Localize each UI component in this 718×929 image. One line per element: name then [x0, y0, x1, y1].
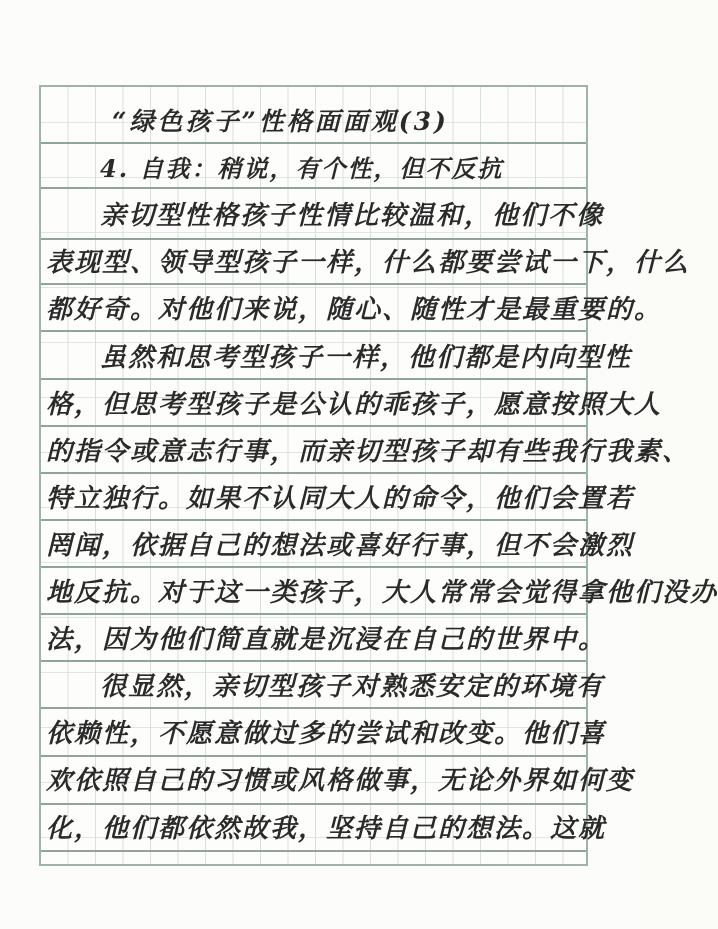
text-line: 特立独行。如果不认同大人的命令，他们会置若 [46, 484, 635, 514]
text-line: 虽然和思考型孩子一样，他们都是内向型性 [100, 343, 633, 373]
text-line: 亲切型性格孩子性情比较温和，他们不像 [100, 201, 605, 231]
ruled-line [41, 283, 586, 285]
text-line: 表现型、领导型孩子一样，什么都要尝试一下，什么 [46, 248, 691, 278]
ruled-line [41, 803, 586, 805]
ruled-line [41, 378, 586, 380]
ruled-line [41, 238, 586, 240]
ruled-line [41, 755, 586, 757]
section-heading: 4. 自我：稍说，有个性，但不反抗 [100, 154, 504, 183]
text-line: 欢依照自己的习惯或风格做事，无论外界如何变 [46, 766, 635, 796]
text-line: 法，因为他们简直就是沉浸在自己的世界中。 [46, 625, 607, 655]
text-line: 的指令或意志行事，而亲切型孩子却有些我行我素、 [46, 437, 691, 467]
ruled-line [41, 850, 586, 852]
text-line: 化，他们都依然故我，坚持自己的想法。这就 [46, 814, 607, 844]
text-line: 都好奇。对他们来说，随心、随性才是最重要的。 [46, 295, 663, 325]
ruled-line [41, 142, 586, 144]
text-line: 罔闻，依据自己的想法或喜好行事，但不会激烈 [46, 531, 635, 561]
text-line: 格，但思考型孩子是公认的乖孩子，愿意按照大人 [46, 390, 663, 420]
ruled-line [41, 330, 586, 332]
text-line: 地反抗。对于这一类孩子，大人常常会觉得拿他们没办 [46, 578, 718, 608]
ruled-line [41, 472, 586, 474]
ruled-line [41, 566, 586, 568]
ruled-line [41, 519, 586, 521]
ruled-line [41, 707, 586, 709]
ruled-line [41, 660, 586, 662]
ruled-line [41, 613, 586, 615]
page-title: “绿色孩子”性格面面观(3) [112, 107, 449, 136]
text-line: 很显然，亲切型孩子对熟悉安定的环境有 [100, 672, 605, 702]
text-line: 依赖性，不愿意做过多的尝试和改变。他们喜 [46, 719, 607, 749]
ruled-line [41, 425, 586, 427]
